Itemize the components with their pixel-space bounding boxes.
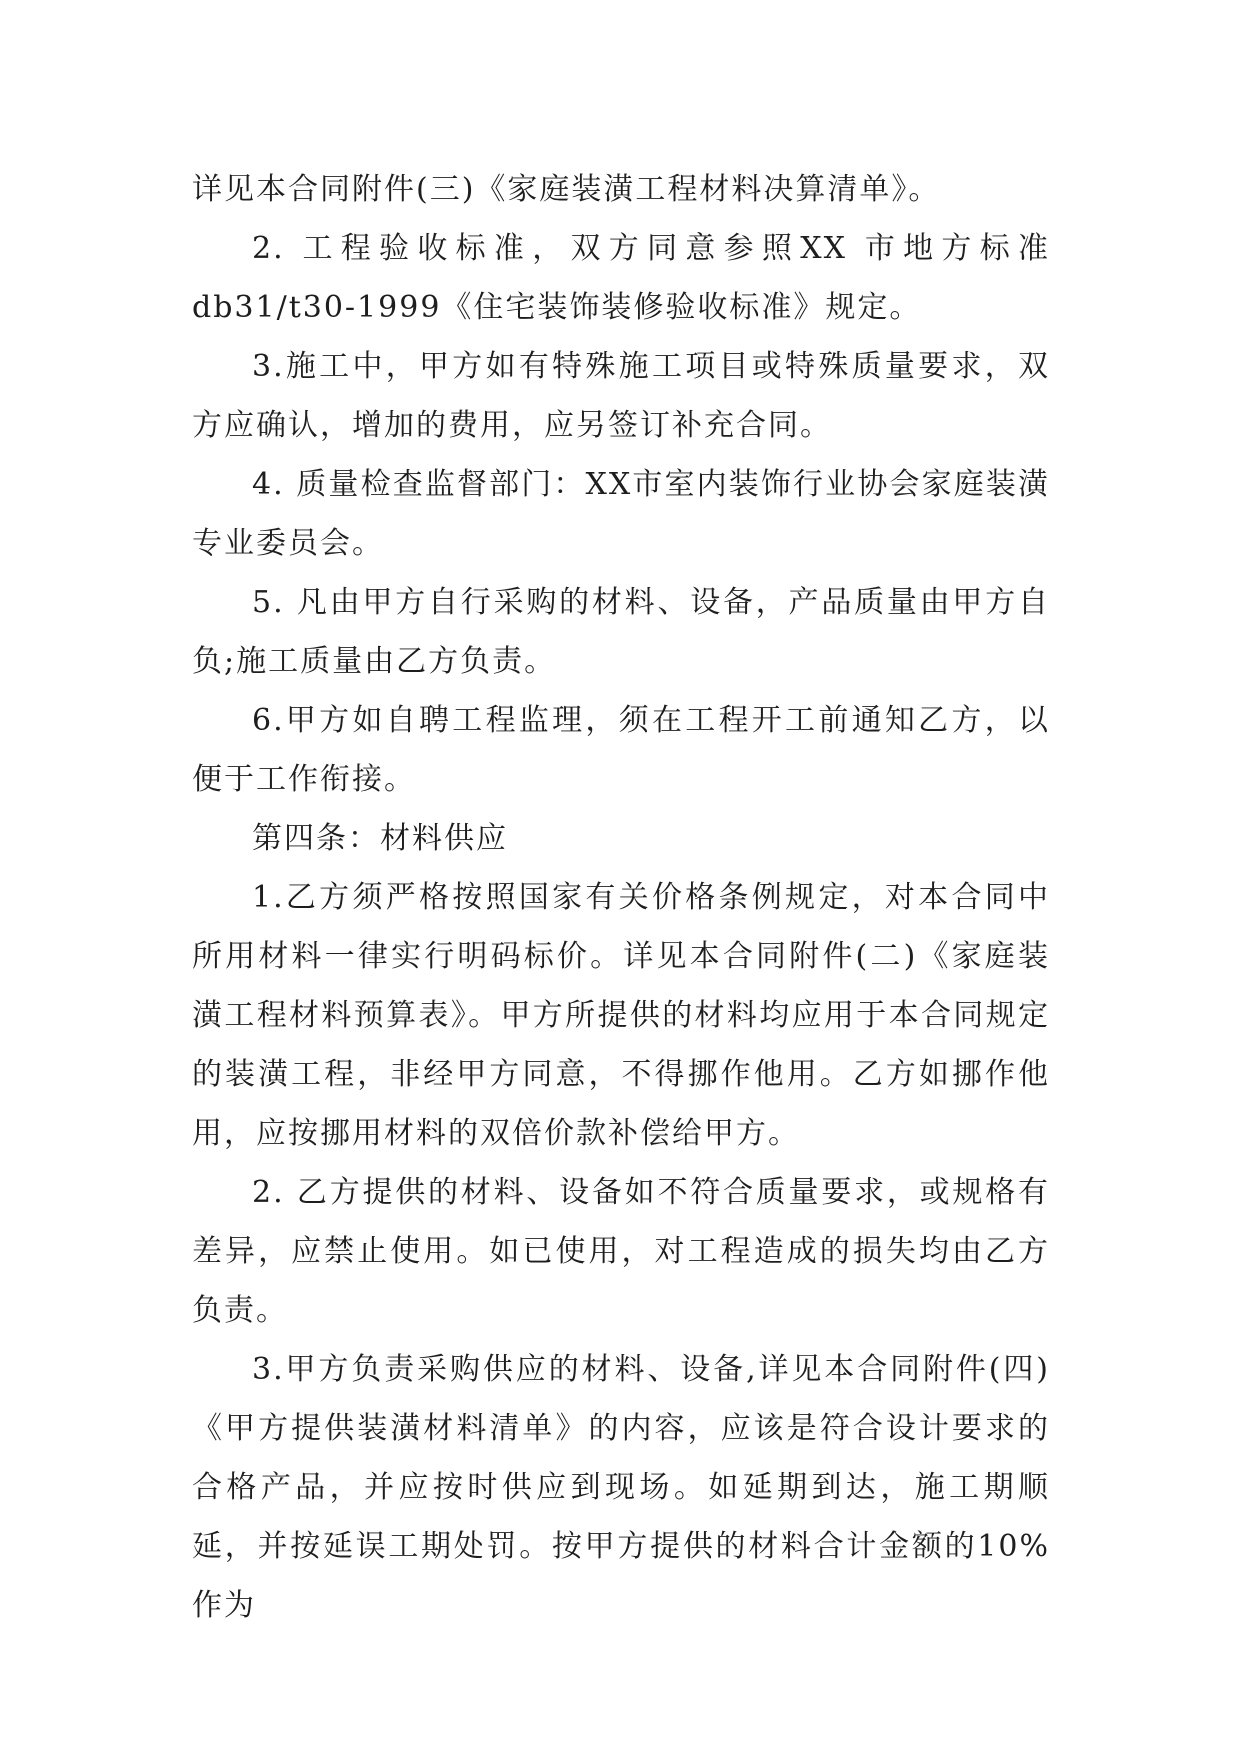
paragraph-material-pricing: 1.乙方须严格按照国家有关价格条例规定，对本合同中所用材料一律实行明码标价。详见本合同附件(二)《家庭装潢工程材料预算表》。甲方所提供的材料均应用于本合同规定的装潢工程，非经甲方同意，不得挪作他用。乙方如挪作他用，应按挪用材料的双倍价款补偿给甲方。 xyxy=(192,880,1050,1151)
paragraph-self-purchased-materials: 5. 凡由甲方自行采购的材料、设备，产品质量由甲方自负;施工质量由乙方负责。 xyxy=(192,585,1050,679)
paragraph-nonconforming-materials: 2. 乙方提供的材料、设备如不符合质量要求，或规格有差异，应禁止使用。如已使用，对工程造成的损失均由乙方负责。 xyxy=(192,1175,1050,1328)
paragraph-quality-supervision: 4. 质量检查监督部门：XX市室内装饰行业协会家庭装潢专业委员会。 xyxy=(192,467,1050,561)
paragraph-project-supervisor: 6.甲方如自聘工程监理，须在工程开工前通知乙方，以便于工作衔接。 xyxy=(192,703,1050,797)
section-heading-article-4: 第四条：材料供应 xyxy=(252,821,508,856)
paragraph-acceptance-standard: 2. 工程验收标准，双方同意参照XX 市地方标准db31/t30-1999《住宅装饰装修验收标准》规定。 xyxy=(192,231,1050,325)
paragraph-party-a-supplied-materials: 3.甲方负责采购供应的材料、设备,详见本合同附件(四)《甲方提供装潢材料清单》的内容，应该是符合设计要求的合格产品，并应按时供应到现场。如延期到达，施工期顺延，并按延误工期处罚。按甲方提供的材料合计金额的10%作为 xyxy=(192,1352,1050,1623)
paragraph-attachment-reference: 详见本合同附件(三)《家庭装潢工程材料决算清单》。 xyxy=(192,172,941,207)
document-body xyxy=(192,160,1050,1635)
paragraph-special-requirements: 3.施工中，甲方如有特殊施工项目或特殊质量要求，双方应确认，增加的费用，应另签订补充合同。 xyxy=(192,349,1050,443)
